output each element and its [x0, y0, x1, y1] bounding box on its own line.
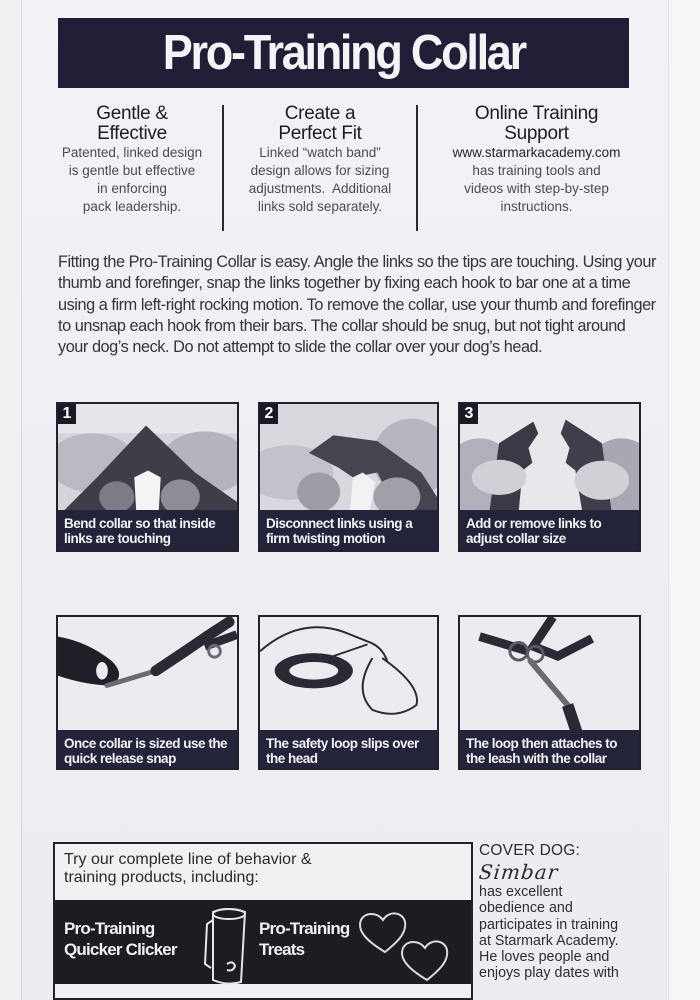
body-line: Patented, linked design — [61, 145, 203, 160]
step-panel-2 — [258, 402, 439, 552]
cover-dog-note — [479, 842, 659, 982]
step-panel-1 — [56, 402, 239, 552]
background-edge — [668, 0, 700, 1000]
product-quicker-clicker — [64, 918, 177, 960]
body-line: has training tools and — [472, 163, 601, 178]
promo-products-band — [55, 900, 471, 984]
step-caption: Once collar is sized use the quick release snap — [58, 730, 237, 768]
feature-online-training — [419, 104, 654, 216]
hearts-icon — [355, 908, 475, 984]
step-number: 3 — [460, 404, 478, 424]
description-line: at Starmark Academy. — [479, 932, 619, 949]
body-line: design allows for sizing — [250, 163, 390, 178]
body-line: in enforcing — [97, 181, 167, 196]
step-caption: The safety loop slips over the head — [260, 730, 437, 768]
fitting-instructions: Fitting the Pro-Training Collar is easy. Angle the links so the tips are touching. Using your thumb and forefinger, snap the links together by fixing each hook to bar one at a time using a firm left-right rocking motion. To remove the collar, use your thumb and forefinger to unsnap each hook from their bars. The collar should be snug, but not tight around your dog’s neck. Do not attempt to slide the collar over your dog’s head. — [58, 253, 656, 357]
feature-heading — [225, 104, 415, 144]
feature-columns — [44, 104, 654, 234]
step-panel-5 — [258, 615, 439, 770]
description-line: participates in training — [479, 916, 619, 933]
page-title: Pro-Training Collar — [162, 25, 525, 80]
column-divider — [222, 105, 224, 231]
body-line: adjustments. Additional — [248, 181, 392, 196]
product-line: Pro-Training — [259, 919, 350, 938]
body-line: links sold separately. — [257, 199, 383, 214]
feature-body — [44, 144, 220, 216]
step-panel-3 — [458, 402, 641, 552]
column-divider — [416, 105, 418, 231]
heading-line: Support — [504, 123, 569, 144]
title-banner — [58, 18, 629, 88]
heading-line: Perfect Fit — [278, 123, 362, 144]
cover-dog-heading: COVER DOG: — [479, 842, 581, 859]
heading-line: Gentle & — [96, 103, 168, 124]
step-number: 1 — [58, 404, 76, 424]
heading-line: Online Training — [474, 103, 599, 124]
feature-heading — [419, 104, 654, 144]
promo-intro-line: Try our complete line of behavior & — [64, 851, 312, 868]
promo-intro — [55, 844, 471, 900]
heading-line: Effective — [97, 123, 167, 144]
body-line: instructions. — [500, 199, 573, 214]
step-number: 2 — [260, 404, 278, 424]
body-line: pack leadership. — [82, 199, 182, 214]
promo-intro-line: training products, including: — [64, 869, 259, 886]
body-line: videos with step-by-step — [464, 181, 609, 196]
step-caption: Add or remove links to adjust collar size — [460, 510, 639, 550]
step-caption: Disconnect links using a firm twisting motion — [260, 510, 437, 550]
description-line: enjoys play dates with — [479, 965, 619, 982]
body-line: is gentle but effective — [68, 163, 196, 178]
heading-line: Create a — [284, 103, 356, 124]
feature-heading — [44, 104, 220, 144]
step-caption: The loop then attaches to the leash with the collar — [460, 730, 639, 768]
feature-perfect-fit — [225, 104, 415, 216]
academy-url[interactable]: www.starmarkacademy.com — [452, 145, 621, 160]
description-line: obedience and — [479, 900, 573, 917]
body-line: Linked “watch band” — [259, 145, 381, 160]
clicker-icon — [201, 906, 253, 986]
description-line: has excellent — [479, 884, 563, 900]
feature-body — [225, 144, 415, 216]
product-line: Quicker Clicker — [64, 940, 177, 959]
feature-gentle-effective — [44, 104, 220, 216]
step-caption: Bend collar so that inside links are touching — [58, 510, 237, 550]
feature-body — [419, 144, 654, 216]
step-panel-4 — [56, 615, 239, 770]
step-panel-6 — [458, 615, 641, 770]
product-line: Treats — [259, 940, 305, 959]
cover-dog-description — [479, 884, 659, 982]
description-line: He loves people and — [479, 949, 610, 966]
product-line: Pro-Training — [64, 919, 155, 938]
product-treats — [259, 918, 350, 960]
cover-dog-name: Simbar — [477, 860, 560, 884]
product-promo-box — [53, 842, 473, 1000]
